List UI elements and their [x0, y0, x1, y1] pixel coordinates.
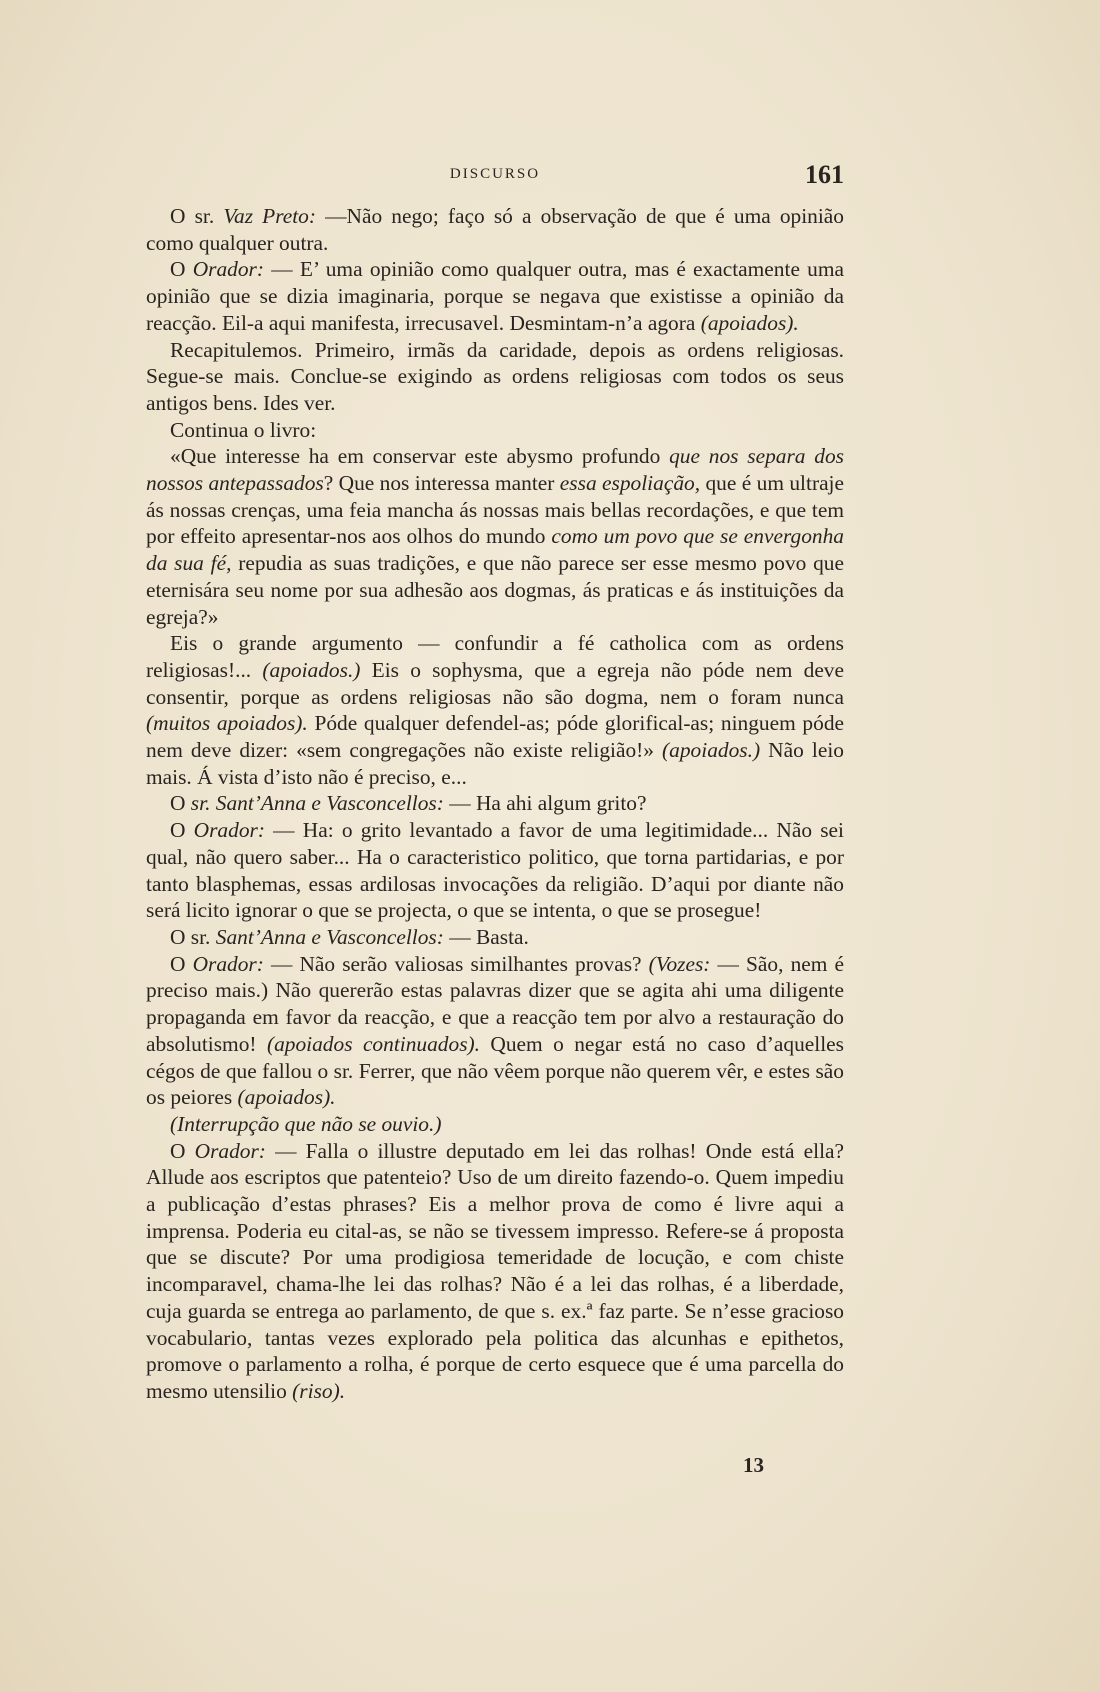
- body-text: [146, 203, 844, 1405]
- italic-run: (apoiados.): [262, 657, 361, 682]
- text-run: Eis o grande argumento — confundir a fé catholica com as ordens religiosas!...: [146, 631, 844, 682]
- italic-run: (apoiados).: [237, 1085, 336, 1110]
- signature-mark: 13: [743, 1453, 764, 1477]
- text-run: — Não serão valiosas similhantes provas?: [263, 951, 649, 976]
- text-run: — Falla o illustre deputado em lei das rolhas! Onde está ella? Allude aos escriptos que patenteio? Uso de um direito fazendo-o. Quem impediu a publicação d’estas phrases? Eis a melhor prova de como é livre aqui a imprensa. Poderia eu cital-as, se não se tivessem impresso. Refere-se á proposta que se discute? Por uma prodigiosa temeridade de locução, e com chiste incomparavel, chama-lhe lei das rolhas? Não é a lei das rolhas, é a liberdade, cuja guarda se entrega ao parlamento, de que s. ex.ª faz parte. Se n’esse gracioso vocabulario, tantas vezes explorado pela politica das alcunhas e epithetos, promove o parlamento a rolha, é porque de certo esquece que é uma parcella do mesmo utensilio: [146, 1138, 845, 1403]
- text-run: Continua o livro:: [170, 417, 317, 442]
- italic-run: que nos separa dos nossos antepassados: [146, 444, 844, 496]
- text-run: ? Que nos interessa manter: [323, 471, 560, 496]
- text-run: O sr.: [170, 204, 224, 228]
- text-run: O: [170, 951, 193, 976]
- italic-run: Sant’Anna e Vasconcellos:: [215, 924, 444, 949]
- running-title: DISCURSO: [449, 166, 541, 182]
- paragraph: [146, 630, 844, 790]
- italic-run: (apoiados.): [662, 738, 761, 763]
- italic-run: (apoiados).: [700, 310, 799, 335]
- text-run: — E’ uma opinião como qualquer outra, mas é exactamente uma opinião que se dizia imaginaria, porque se negava que existisse a opinião da reacção. Eil-a aqui manifesta, irrecusavel. Desmintam-n’a agora: [146, 257, 845, 335]
- text-run: O: [170, 257, 193, 282]
- text-run: O: [170, 1138, 195, 1163]
- italic-run: (apoiados continuados).: [266, 1031, 480, 1056]
- italic-run: sr. Sant’Anna e Vasconcellos:: [190, 791, 444, 816]
- running-header: [146, 160, 844, 190]
- text-run: Recapitulemos. Primeiro, irmãs da caridade, depois as ordens religiosas. Segue-se mais. Conclue-se exigindo as ordens religiosas com todos os seus antigos bens. Ides ver.: [146, 337, 844, 415]
- text-run: que é um ultraje ás nossas crenças, uma feia mancha ás nossas mais bellas recordações, e que tem por effeito apresentar-nos aos olhos do mundo: [146, 471, 844, 549]
- italic-run: (muitos apoiados).: [146, 711, 308, 736]
- italic-run: essa espoliação,: [559, 471, 701, 496]
- italic-run: Orador:: [194, 1138, 266, 1163]
- italic-run: (Interrupção que não se ouvio.): [170, 1111, 442, 1136]
- text-run: repudia as suas tradições, e que não parece ser esse mesmo povo que eternisára seu nome por sua adhesão aos dogmas, ás praticas e ás instituições da egreja?»: [146, 551, 844, 629]
- italic-run: Vaz Preto:: [223, 204, 317, 228]
- text-run: — Ha ahi algum grito?: [443, 791, 647, 816]
- paragraph: [146, 256, 844, 336]
- text-run: — Basta.: [443, 924, 529, 949]
- paragraph: [146, 951, 844, 1111]
- text-run: «Que interesse ha em conservar este abysmo profundo: [170, 444, 670, 469]
- paragraph: [146, 1111, 844, 1138]
- text-run: O sr.: [170, 924, 216, 949]
- italic-run: Orador:: [192, 257, 265, 282]
- text-run: Eis o sophysma, que a egreja não póde nem deve consentir, porque as ordens religiosas não são dogma, nem o foram nunca: [146, 657, 844, 709]
- italic-run: Orador:: [193, 818, 265, 843]
- text-run: O: [170, 791, 191, 816]
- text-run: Quem o negar está no caso d’aquelles cégos de que fallou o sr. Ferrer, que não vêem porque não querem vêr, e estes são os peiores: [146, 1031, 844, 1110]
- paragraph: [146, 337, 844, 417]
- italic-run: como um povo que se envergonha da sua fé,: [146, 524, 844, 576]
- page-footer: [146, 1453, 844, 1481]
- text-run: — Ha: o grito levantado a favor de uma legitimidade... Não sei qual, não quero saber... Ha o caracteristico politico, que torna partidarias, e por tanto blasphemas, essas ardilosas invocações da religião. D’aqui por diante não será licito ignorar o que se projecta, o que se intenta, o que se prosegue!: [146, 818, 844, 923]
- paragraph: [146, 790, 844, 817]
- paragraph: [146, 443, 844, 630]
- text-run: —Não nego; faço só a observação de que é uma opinião como qualquer outra.: [146, 204, 844, 255]
- paragraph: [146, 817, 844, 924]
- text-run: — São, nem é preciso mais.) Não quererão estas palavras dizer que se agita ahi uma diligente propaganda em favor da reacção, e que a reacção tem por alvo a restauração do absolutismo!: [146, 951, 845, 1056]
- text-run: Não leio mais. Á vista d’isto não é preciso, e...: [146, 738, 844, 789]
- paragraph: [146, 417, 844, 444]
- italic-run: (Vozes:: [648, 951, 711, 976]
- paragraph: [146, 203, 844, 256]
- page-number: 161: [805, 160, 844, 189]
- paragraph: [146, 1138, 844, 1405]
- paragraph: [146, 924, 844, 951]
- text-run: Póde qualquer defendel-as; póde glorifical-as; ninguem póde nem deve dizer: «sem congregações não existe religião!»: [146, 711, 845, 763]
- italic-run: Orador:: [192, 951, 264, 976]
- italic-run: (riso).: [292, 1378, 346, 1403]
- text-run: O: [170, 818, 194, 843]
